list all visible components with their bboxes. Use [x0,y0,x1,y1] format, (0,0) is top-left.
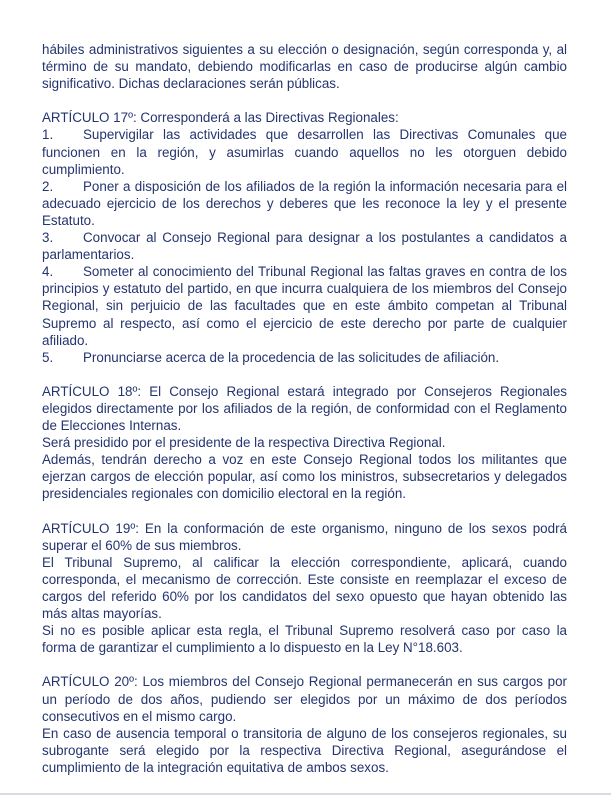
paragraph-gap [42,656,567,673]
intro-paragraph: hábiles administrativos siguientes a su elección o designación, según corresponda y, al término de su mandato, debiendo modificarlas en caso de producirse algún cambio significativo. Dichas declaraciones serán públicas. [42,42,567,92]
article-19-paragraph-2: El Tribunal Supremo, al calificar la elección correspondiente, aplicará, cuando corresponda, el mecanismo de corrección. Este consiste en reemplazar el exceso de cargos del referido 60% por los candidatos del sexo opuesto que hayan obtenido las más altas mayorías. [42,554,567,622]
article-17-heading: ARTÍCULO 17º: Corresponderá a las Directivas Regionales: [42,110,399,126]
paragraph-gap [42,366,567,383]
article-17-item-1: 1. Supervigilar las actividades que desarrollen las Directivas Comunales que funcionen en la región, y asumirlas cuando aquellos no les otorguen debido cumplimiento. [42,127,567,177]
article-17-item-5: 5. Pronunciarse acerca de la procedencia de las solicitudes de afiliación. [42,349,567,366]
article-17-item-2: 2. Poner a disposición de los afiliados de la región la información necesaria para el adecuado ejercicio de los derechos y deberes que les reconoce la ley y el presente Estatuto. [42,178,567,228]
item-text: Pronunciarse acerca de la procedencia de las solicitudes de afiliación. [83,349,500,365]
item-text: Someter al conocimiento del Tribunal Regional las faltas graves en contra de los principios y estatuto del partido, en que incurra cualquiera de los miembros del Consejo Regional, sin perjuicio de las facultades que en este ámbito competan al Tribunal Supremo al respecto, así como el ejercicio de este derecho por parte de cualquier afiliado. [42,264,567,348]
paragraph-gap [42,503,567,520]
article-18-paragraph-2: Será presidido por el presidente de la respectiva Directiva Regional. [42,435,446,451]
item-text: Supervigilar las actividades que desarrollen las Directivas Comunales que funcionen en la región, y asumirlas cuando aquellos no les otorguen debido cumplimiento. [42,127,567,177]
article-18-paragraph-3: Además, tendrán derecho a voz en este Consejo Regional todos los militantes que ejerzan cargos de elección popular, así como los ministros, subsecretarios y delegados presidenciales regionales con domicilio electoral en la región. [42,452,567,502]
article-19-paragraph-3: Si no es posible aplicar esta regla, el Tribunal Supremo resolverá caso por caso la forma de garantizar el cumplimiento a lo dispuesto en la Ley N°18.603. [42,623,567,656]
item-text: Convocar al Consejo Regional para designar a los postulantes a candidatos a parlamentarios. [42,230,567,263]
article-20-paragraph-1: ARTÍCULO 20º: Los miembros del Consejo Regional permanecerán en sus cargos por un período de dos años, pudiendo ser elegidos por un máximo de dos períodos consecutivos en el mismo cargo. [42,674,567,724]
article-18-paragraph-1: ARTÍCULO 18º: El Consejo Regional estará integrado por Consejeros Regionales elegidos directamente por los afiliados de la región, de conformidad con el Reglamento de Elecciones Internas. [42,383,567,434]
article-20-paragraph-2: En caso de ausencia temporal o transitoria de alguno de los consejeros regionales, su subrogante será elegido por la respectiva Directiva Regional, asegurándose el cumplimiento de la integración equitativa de ambos sexos. [42,725,567,775]
page-bottom-divider [0,793,611,795]
article-17-item-3: 3. Convocar al Consejo Regional para designar a los postulantes a candidatos a parlamentarios. [42,230,567,263]
item-text: Poner a disposición de los afiliados de la región la información necesaria para el adecuado ejercicio de los derechos y deberes que les reconoce la ley y el presente Estatuto. [42,178,567,228]
paragraph-gap [42,92,567,109]
document-body [42,41,567,776]
article-19-paragraph-1: ARTÍCULO 19º: En la conformación de este organismo, ninguno de los sexos podrá superar el 60% de sus miembros. [42,520,567,553]
article-17-item-4: 4. Someter al conocimiento del Tribunal Regional las faltas graves en contra de los principios y estatuto del partido, en que incurra cualquiera de los miembros del Consejo Regional, sin perjuicio de las facultades que en este ámbito competan al Tribunal Supremo al respecto, así como el ejercicio de este derecho por parte de cualquier afiliado. [42,264,567,348]
